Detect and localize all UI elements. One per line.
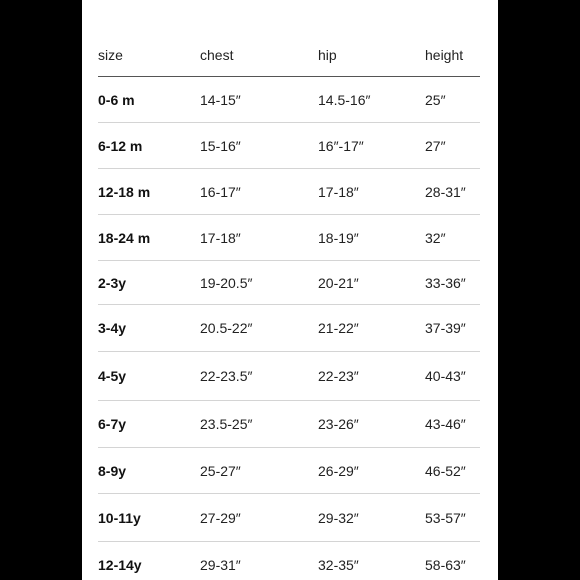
header-size: size <box>98 33 200 77</box>
height-cell: 28-31″ <box>425 169 480 215</box>
table-row <box>98 215 480 261</box>
height-cell: 32″ <box>425 215 480 261</box>
hip-cell: 18-19″ <box>318 215 425 261</box>
chest-cell: 16-17″ <box>200 169 318 215</box>
chest-cell: 22-23.5″ <box>200 352 318 401</box>
size-cell: 6-12 m <box>98 123 200 169</box>
hip-cell: 21-22″ <box>318 305 425 352</box>
hip-cell: 23-26″ <box>318 401 425 448</box>
hip-cell: 29-32″ <box>318 494 425 542</box>
chest-cell: 29-31″ <box>200 556 241 573</box>
hip-cell: 17-18″ <box>318 169 425 215</box>
table-row <box>98 542 480 580</box>
height-cell: 46-52″ <box>425 448 480 494</box>
chest-cell: 20.5-22″ <box>200 305 318 352</box>
hip-cell: 26-29″ <box>318 448 425 494</box>
header-height: height <box>425 33 480 77</box>
size-cell: 4-5y <box>98 352 200 401</box>
height-cell: 37-39″ <box>425 305 480 352</box>
height-cell: 33-36″ <box>425 261 480 305</box>
hip-cell: 20-21″ <box>318 261 425 305</box>
size-cell: 8-9y <box>98 448 200 494</box>
table-row <box>98 77 480 123</box>
size-chart-table <box>98 33 480 580</box>
chest-cell: 17-18″ <box>200 215 318 261</box>
chest-cell: 19-20.5″ <box>200 261 318 305</box>
hip-cell: 32-35″ <box>318 556 359 573</box>
size-cell: 0-6 m <box>98 77 200 123</box>
height-cell: 40-43″ <box>425 352 480 401</box>
height-cell: 53-57″ <box>425 494 480 542</box>
header-hip: hip <box>318 33 425 77</box>
table-row <box>98 261 480 305</box>
size-cell: 12-18 m <box>98 169 200 215</box>
size-cell: 6-7y <box>98 401 200 448</box>
chest-cell: 25-27″ <box>200 448 318 494</box>
size-chart-sheet <box>82 0 498 580</box>
table-row <box>98 401 480 448</box>
size-cell: 18-24 m <box>98 215 200 261</box>
height-cell: 43-46″ <box>425 401 480 448</box>
chest-cell: 27-29″ <box>200 494 318 542</box>
hip-cell: 16″-17″ <box>318 123 425 169</box>
size-cell: 3-4y <box>98 305 200 352</box>
hip-cell: 14.5-16″ <box>318 77 425 123</box>
table-row <box>98 305 480 352</box>
size-cell: 10-11y <box>98 494 200 542</box>
table-header-row <box>98 33 480 77</box>
table-row <box>98 494 480 542</box>
hip-cell: 22-23″ <box>318 352 425 401</box>
table-row <box>98 352 480 401</box>
table-row <box>98 448 480 494</box>
height-cell: 27″ <box>425 123 480 169</box>
table-row <box>98 169 480 215</box>
table-row <box>98 123 480 169</box>
size-cell: 2-3y <box>98 261 200 305</box>
header-chest: chest <box>200 33 318 77</box>
chest-cell: 23.5-25″ <box>200 401 318 448</box>
height-cell: 25″ <box>425 77 480 123</box>
chest-cell: 15-16″ <box>200 123 318 169</box>
chest-cell: 14-15″ <box>200 77 318 123</box>
size-cell: 12-14y <box>98 556 142 573</box>
height-cell: 58-63″ <box>425 556 466 573</box>
